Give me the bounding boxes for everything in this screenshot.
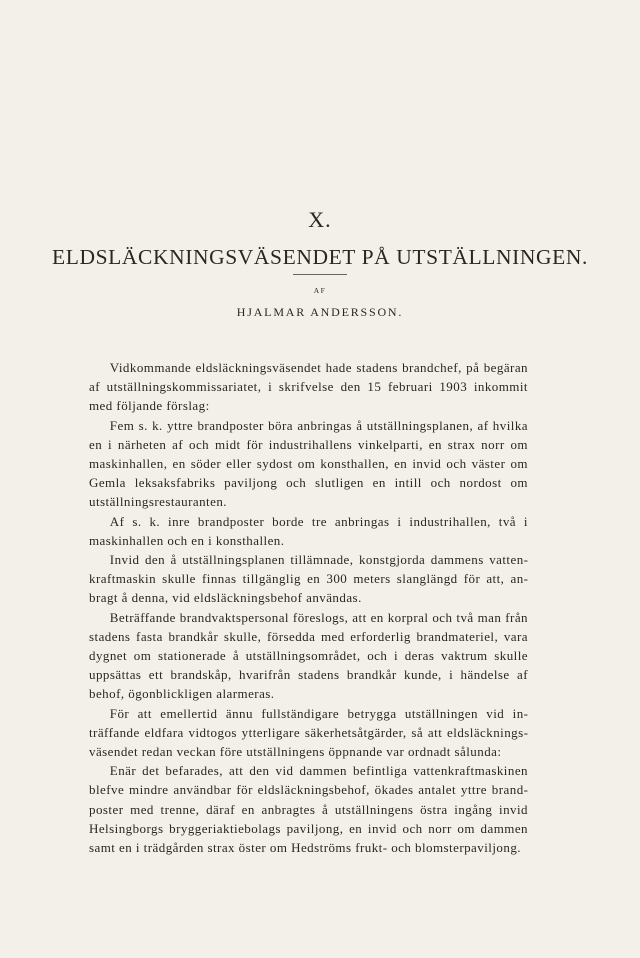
paragraph: Fem s. k. yttre brandposter böra anbringas å utställningsplanen, af hvilka en i närheten af och midt för industrihallens vinkelparti, en strax norr om maskinhallen, en söder eller sydost om konsthallen, en invid och väster om Gemla leksaksfabriks paviljong och slutligen en intill och nordost om utställningsrestauranten.: [89, 417, 528, 510]
paragraph: Invid den å utställningsplanen tillämnade, konstgjorda dammens vattenkraftmaskin skulle finnas tillgänglig en 300 meters slanglängd för att, anbragt å denna, vid eldsläckningsbehof användas.: [89, 552, 528, 606]
author-name: HJALMAR ANDERSSON.: [236, 305, 404, 319]
by-label: AF: [313, 286, 327, 295]
article-title: ELDSLÄCKNINGSVÄSENDET PÅ UTSTÄLLNINGEN.: [52, 245, 588, 269]
chapter-numeral: X.: [308, 207, 332, 232]
paragraph: Vidkommande eldsläckningsväsendet hade stadens brandchef, på begäran af utställningskommissariatet, i skrifvelse den 15 februari 1903 inkommit med följande förslag:: [89, 360, 528, 414]
article-body: [89, 358, 528, 857]
paragraph: Enär det befarades, att den vid dammen befintliga vattenkraftmaskinen blefve mindre användbar för eldsläckningsbehof, ökades antalet yttre brandposter med trenne, däraf en anbragtes å utställningens östra ingång invid Helsingborgs bryggeriaktiebolags paviljong, en invid och norr om dammen samt en i trädgården strax öster om Hedströms frukt- och blomsterpaviljong.: [89, 763, 528, 856]
paragraph: Af s. k. inre brandposter borde tre anbringas i industrihallen, två i maskinhallen och en i konsthallen.: [89, 513, 528, 548]
title-divider: [293, 274, 347, 275]
paragraph: För att emellertid ännu fullständigare betrygga utställningen vid inträffande eldfara vidtogos ytterligare säkerhetsåtgärder, så att eldsläckningsväsendet redan veckan före utställningens öppnande var ordnadt sålunda:: [89, 705, 528, 760]
paragraph: Beträffande brandvaktspersonal föreslogs, att en korpral och två man från stadens fasta brandkår skulle, försedda med erforderlig brandmateriel, vara dygnet om stationerade å utställningsområdet, och i deras vaktrum skulle uppsättas ett brandskåp, hvarifrån stadens brandkår kunde, i händelse af behof, ögonblickligen alarmeras.: [89, 609, 528, 702]
